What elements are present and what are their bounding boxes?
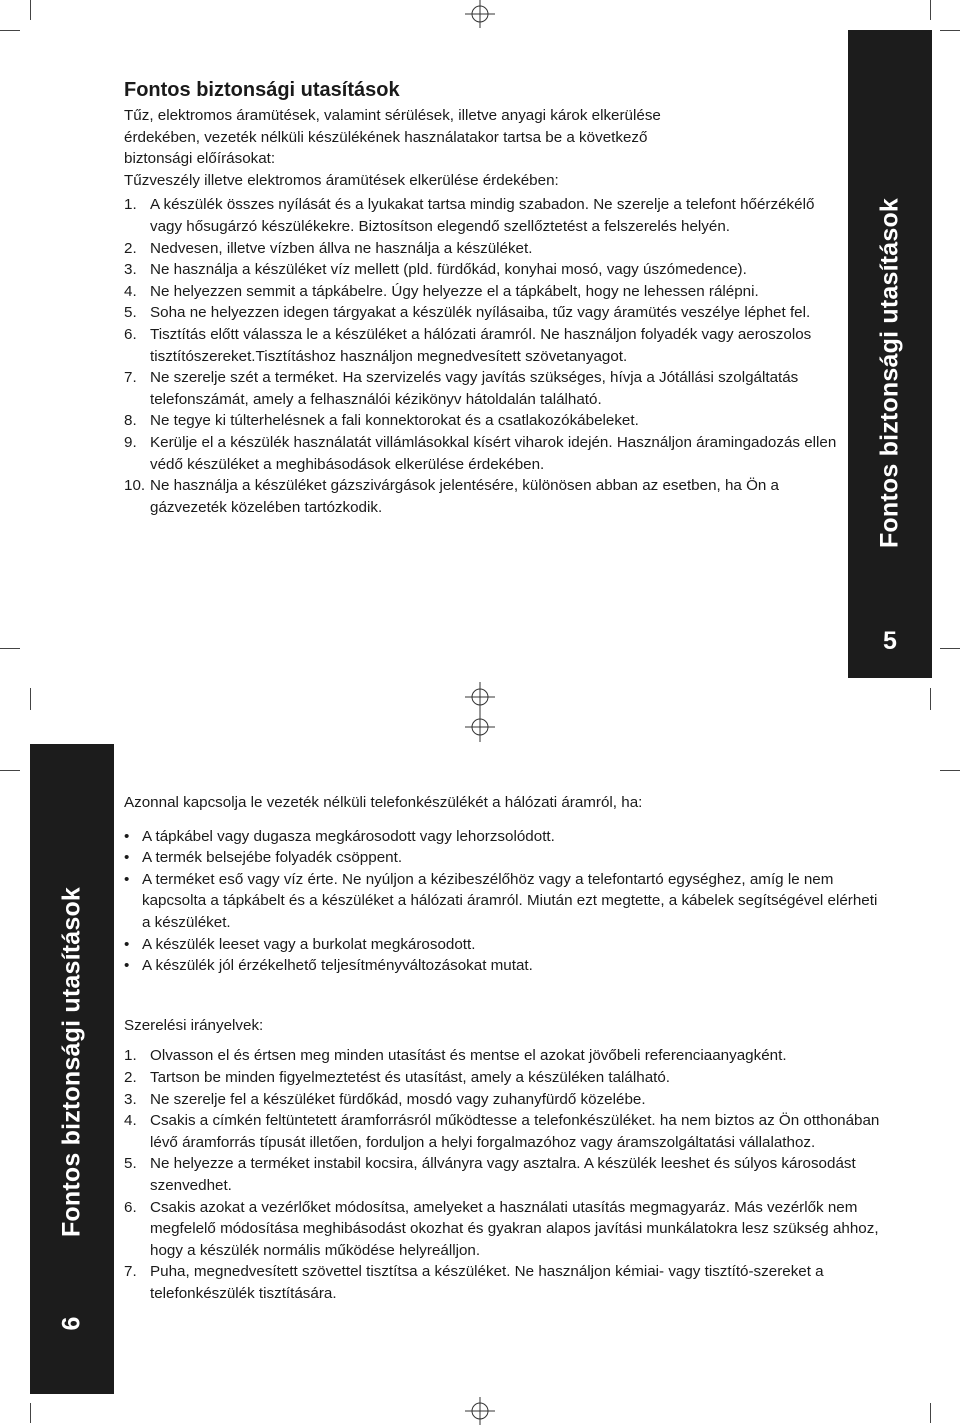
list-item: 7. Ne szerelje szét a terméket. Ha szervizelés vagy javítás szükséges, hívja a Jótállási szolgáltatás telefonszámát, amely a felhasználói kézikönyv hátoldalán található. (124, 369, 799, 408)
list-item: 1. Olvasson el és értsen meg minden utasítást és mentse el azokat jövőbeli referenciaanyagként. (124, 1047, 787, 1065)
lead-text: Azonnal kapcsolja le vezeték nélküli telefonkészülékét a hálózati áramról, ha: (124, 794, 643, 811)
list-item: • A termék belsejébe folyadék csöppent. (124, 849, 403, 867)
list-item: 3. Ne szerelje fel a készüléket fürdőkád, mosdó vagy zuhanyfürdő közelébe. (124, 1090, 646, 1108)
section-tab-page-5 (848, 30, 932, 678)
list-item: 3. Ne használja a készüléket víz mellett (pld. fürdőkád, konyhai mosó, vagy úszómedence). (124, 261, 747, 279)
install-heading: Szerelési irányelvek: (124, 1016, 264, 1034)
disconnect-bullet-list (124, 826, 884, 977)
list-item: • A készülék leeset vagy a burkolat megkárosodott. (124, 935, 476, 953)
crop-mark (940, 30, 960, 31)
list-item: 7. Puha, megnedvesített szövettel tisztítsa a készüléket. Ne használjon kémiai- vagy tisztító-szereket a telefonkészülék tisztítására. (124, 1263, 824, 1302)
crop-mark (30, 1403, 31, 1423)
crop-mark (30, 688, 31, 710)
install-list (124, 1045, 884, 1304)
crop-mark (940, 770, 960, 771)
crop-mark (940, 648, 960, 649)
list-item: 9. Kerülje el a készülék használatát villámlásokkal kísért viharok idején. Használjon áramingadozás ellen védő készüléket a meghibásodások elkerülése érdekében. (124, 433, 837, 473)
list-item: 4. Csakis a címkén feltüntetett áramforrásról működtesse a telefonkészüléket. ha nem biztos az Ön otthonában lévő áramforrás típusát illetően, forduljon a helyi forgalmazóhoz vagy áramszolgáltatási vállalathoz. (124, 1112, 880, 1151)
list-item: • A készülék jól érzékelhető teljesítményváltozásokat mutat. (124, 957, 533, 975)
list-item: • A tápkábel vagy dugasza megkárosodott vagy lehorzsolódott. (124, 827, 555, 845)
list-item: • A terméket eső vagy víz érte. Ne nyúljon a kézibeszélőhöz vagy a telefontartó egységhez, amíg le nem kapcsolta a tápkábelt és a készüléket a hálózati áramról. Miután ezt megtette, a kábelek segítségével elérheti a készüléket. (124, 870, 878, 931)
safety-list (124, 194, 844, 518)
list-item: 1. A készülék összes nyílását és a lyukakat tartsa mindig szabadon. Ne szerelje a telefont hőérzékélő vagy hősugárzó készülékekre. Biztosítson elegendő szellőztetést a felszerelés helyén. (124, 196, 815, 235)
registration-mark-icon (465, 0, 495, 30)
page-title: Fontos biztonsági utasítások (124, 79, 400, 101)
crop-mark (0, 770, 20, 771)
intro-line: biztonsági előírásokat: (124, 150, 276, 168)
list-item: 4. Ne helyezzen semmit a tápkábelre. Úgy helyezze el a tápkábelt, hogy ne lehessen rálépni. (124, 282, 759, 300)
page-number: 5 (883, 627, 897, 655)
intro-line: Tűz, elektromos áramütések, valamint sérülések, illetve anyagi károk elkerülése (124, 107, 661, 124)
crop-mark (930, 688, 931, 710)
registration-mark-icon (465, 712, 495, 742)
crop-mark (0, 30, 20, 31)
list-item: 6. Tisztítás előtt válassza le a készüléket a hálózati áramról. Ne használjon folyadék vagy aeroszolos tisztítószereket.Tisztításhoz használjon megnedvesített szövetanyagot. (124, 325, 812, 365)
crop-mark (930, 0, 931, 20)
section-tab-page-6 (30, 744, 114, 1394)
list-item: 2. Nedvesen, illetve vízben állva ne használja a készüléket. (124, 239, 533, 257)
intro-line: érdekében, vezeték nélküli készülékének használatakor tartsa be a következő (124, 128, 648, 146)
section-tab-label: Fontos biztonsági utasítások (57, 886, 86, 1238)
list-item: 6. Csakis azokat a vezérlőket módosítsa, amelyeket a használati utasítás megmagyaráz. Más vezérlők nem megfelelő módosítása meghibásodást okozhat és gyakran alapos javítási munkálatokra lesz szükség ahhoz, hogy a készülék normális működése helyreálljon. (124, 1198, 879, 1259)
safety-instructions-page-5 (124, 77, 844, 518)
list-item: 5. Ne helyezze a terméket instabil kocsira, állványra vagy asztalra. A készülék leeshet és súlyos károsodást szenvedhet. (124, 1155, 856, 1194)
page-number: 6 (57, 1316, 86, 1331)
safety-instructions-page-6 (124, 792, 884, 1304)
crop-mark (0, 648, 20, 649)
subheading: Tűzveszély illetve elektromos áramütések elkerülése érdekében: (124, 171, 559, 189)
registration-mark-icon (465, 682, 495, 712)
section-tab-label: Fontos biztonsági utasítások (875, 197, 904, 549)
registration-mark-icon (465, 1395, 495, 1425)
list-item: 10. Ne használja a készüléket gázszivárgások jelentésére, különösen abban az esetben, ha Ön a gázvezeték közelében tartózkodik. (124, 477, 779, 516)
crop-mark (30, 0, 31, 20)
list-item: 8. Ne tegye ki túlterhelésnek a fali konnektorokat és a csatlakozókábeleket. (124, 412, 639, 430)
list-item: 2. Tartson be minden figyelmeztetést és utasítást, amely a készüléken található. (124, 1068, 671, 1086)
list-item: 5. Soha ne helyezzen idegen tárgyakat a készülék nyílásaiba, tűz vagy áramütés veszélye léphet fel. (124, 304, 811, 322)
crop-mark (930, 1403, 931, 1423)
